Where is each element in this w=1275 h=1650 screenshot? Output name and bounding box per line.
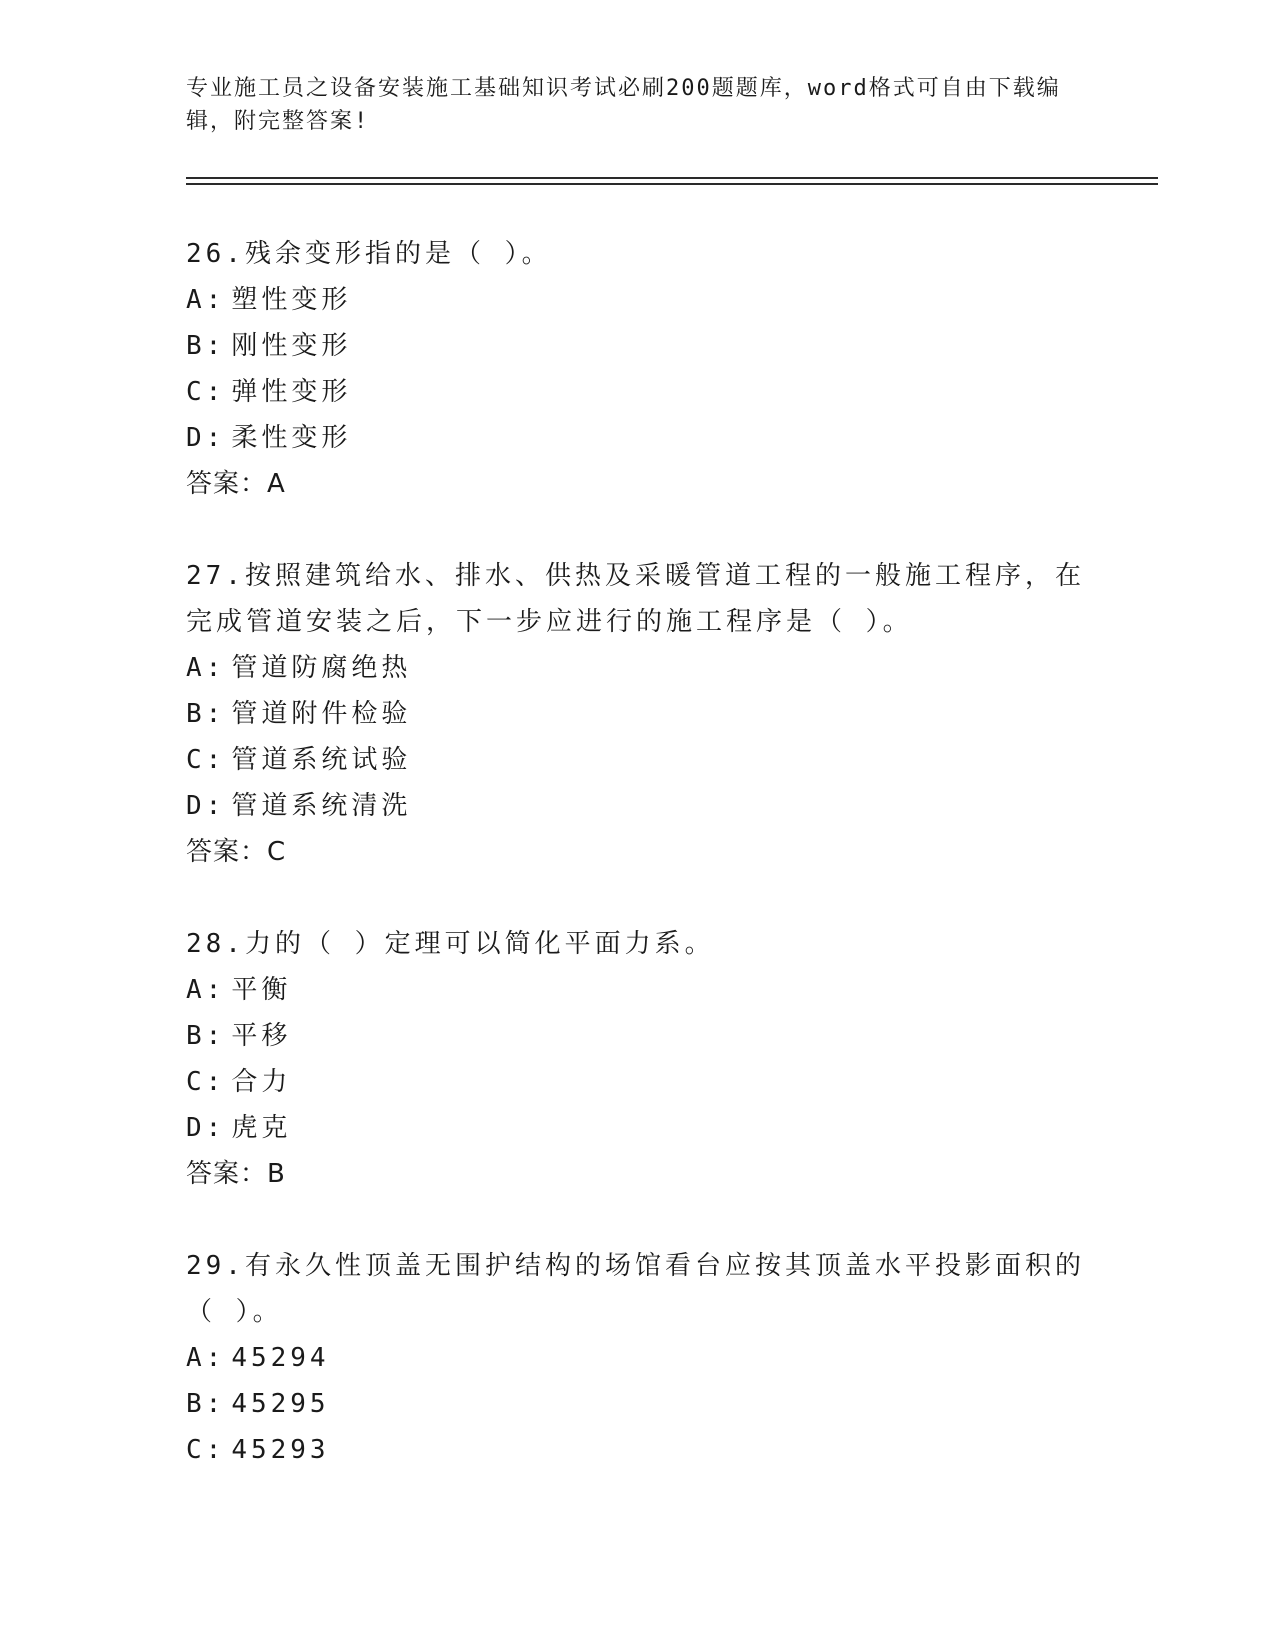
- option-label: B:: [186, 1389, 226, 1419]
- option-b: [186, 1013, 1086, 1059]
- question-stem: 29.有永久性顶盖无围护结构的场馆看台应按其顶盖水平投影面积的（ ）。: [186, 1251, 1085, 1327]
- option-text: 刚性变形: [231, 331, 352, 361]
- option-text: 合力: [231, 1067, 292, 1097]
- option-text: 管道系统清洗: [231, 791, 412, 821]
- option-label: C:: [186, 1435, 226, 1465]
- question-stem: 28.力的（ ）定理可以简化平面力系。: [186, 929, 715, 959]
- option-c: [186, 737, 1086, 783]
- option-b: [186, 691, 1086, 737]
- option-d: [186, 415, 1086, 461]
- option-c: [186, 1059, 1086, 1105]
- option-text: 塑性变形: [231, 285, 352, 315]
- option-label: B:: [186, 1021, 226, 1051]
- question-28: [186, 921, 1086, 1197]
- header-divider-bottom: [186, 183, 1158, 185]
- option-label: C:: [186, 745, 226, 775]
- question-list: [186, 231, 1086, 1519]
- option-text: 平衡: [231, 975, 292, 1005]
- question-stem: 26.残余变形指的是（ ）。: [186, 239, 552, 269]
- option-text: 管道附件检验: [231, 699, 412, 729]
- header-divider-top: [186, 177, 1158, 179]
- option-label: A:: [186, 653, 226, 683]
- option-a: [186, 967, 1086, 1013]
- option-a: [186, 277, 1086, 323]
- document-header: 专业施工员之设备安装施工基础知识考试必刷200题题库，word格式可自由下载编辑，附完整答案!: [186, 76, 1061, 134]
- option-label: D:: [186, 423, 226, 453]
- option-text: 45294: [231, 1343, 330, 1373]
- option-label: A:: [186, 1343, 226, 1373]
- question-stem: 27.按照建筑给水、排水、供热及采暖管道工程的一般施工程序，在完成管道安装之后，下一步应进行的施工程序是（ ）。: [186, 561, 1085, 637]
- question-27: [186, 553, 1086, 875]
- option-b: [186, 1381, 1086, 1427]
- question-29: [186, 1243, 1086, 1473]
- option-text: 管道防腐绝热: [231, 653, 412, 683]
- option-text: 管道系统试验: [231, 745, 412, 775]
- option-b: [186, 323, 1086, 369]
- option-text: 平移: [231, 1021, 292, 1051]
- option-text: 柔性变形: [231, 423, 352, 453]
- option-label: B:: [186, 331, 226, 361]
- option-text: 弹性变形: [231, 377, 352, 407]
- option-text: 虎克: [231, 1113, 292, 1143]
- option-label: B:: [186, 699, 226, 729]
- option-a: [186, 645, 1086, 691]
- option-text: 45295: [231, 1389, 330, 1419]
- option-label: A:: [186, 285, 226, 315]
- option-c: [186, 369, 1086, 415]
- answer: 答案：C: [186, 837, 287, 867]
- option-d: [186, 1105, 1086, 1151]
- option-d: [186, 783, 1086, 829]
- answer: 答案：B: [186, 1159, 286, 1189]
- option-label: D:: [186, 1113, 226, 1143]
- option-label: A:: [186, 975, 226, 1005]
- option-label: C:: [186, 377, 226, 407]
- option-c: [186, 1427, 1086, 1473]
- answer: 答案：A: [186, 469, 286, 499]
- option-label: C:: [186, 1067, 226, 1097]
- option-a: [186, 1335, 1086, 1381]
- option-label: D:: [186, 791, 226, 821]
- question-26: [186, 231, 1086, 507]
- option-text: 45293: [231, 1435, 330, 1465]
